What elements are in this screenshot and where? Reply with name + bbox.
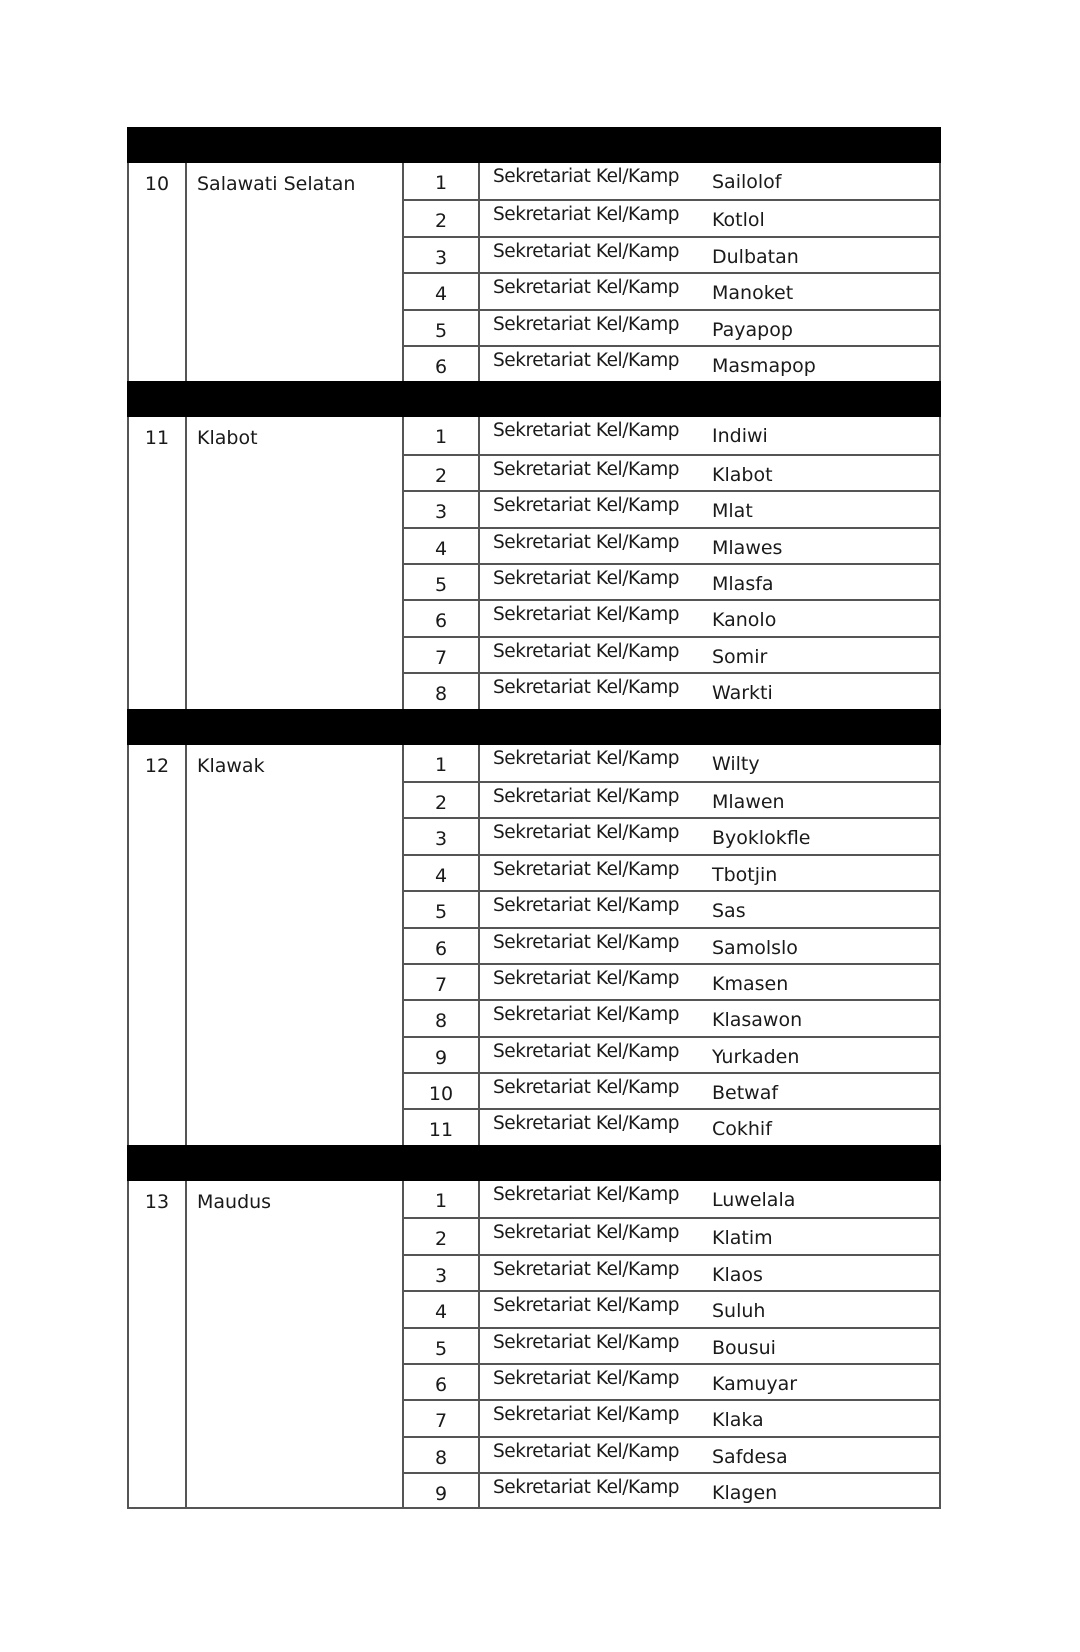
- office-name: Sekretariat Kel/Kamp: [493, 822, 680, 844]
- office-name: Sekretariat Kel/Kamp: [493, 1440, 680, 1462]
- village-name: Mlat: [712, 500, 753, 523]
- table-row: [404, 454, 939, 490]
- office-name: Sekretariat Kel/Kamp: [493, 1183, 680, 1205]
- office-name: Sekretariat Kel/Kamp: [493, 240, 680, 262]
- office-name: Sekretariat Kel/Kamp: [493, 747, 680, 769]
- table-row: [404, 345, 939, 381]
- group-separator-bar: [127, 381, 941, 417]
- village-name: Klaka: [712, 1409, 764, 1432]
- table-row: [404, 636, 939, 672]
- district-group: [127, 127, 941, 381]
- table-row: [404, 1436, 939, 1472]
- office-name: Sekretariat Kel/Kamp: [493, 1477, 680, 1499]
- table-row: [404, 1254, 939, 1290]
- table-row: [404, 1217, 939, 1253]
- district-number-cell: [129, 417, 187, 708]
- village-name: Safdesa: [712, 1445, 788, 1468]
- row-number: 1: [404, 745, 480, 781]
- village-name: Mlawen: [712, 790, 785, 813]
- village-name: Klasawon: [712, 1009, 803, 1032]
- row-number: 1: [404, 163, 480, 199]
- district-number-cell: [129, 1181, 187, 1507]
- table-row: [404, 490, 939, 526]
- table-row: [404, 199, 939, 235]
- village-name: Masmapop: [712, 354, 816, 377]
- table-row: [404, 890, 939, 926]
- table-row: [404, 672, 939, 708]
- row-number: 5: [404, 311, 480, 345]
- table-row: [404, 527, 939, 563]
- office-name: Sekretariat Kel/Kamp: [493, 567, 680, 589]
- district-number: 12: [144, 754, 170, 777]
- table-row: [404, 163, 939, 199]
- group-body: [127, 417, 941, 708]
- village-name: Wilty: [712, 752, 760, 775]
- table-row: [404, 1327, 939, 1363]
- office-name: Sekretariat Kel/Kamp: [493, 858, 680, 880]
- table-row: [404, 1072, 939, 1108]
- village-name: Kmasen: [712, 972, 789, 995]
- office-name: Sekretariat Kel/Kamp: [493, 277, 680, 299]
- row-number: 3: [404, 238, 480, 272]
- table-row: [404, 854, 939, 890]
- office-name: Sekretariat Kel/Kamp: [493, 1258, 680, 1280]
- table-row: [404, 1399, 939, 1435]
- table-row: [404, 1181, 939, 1217]
- district-name-cell: [187, 163, 404, 381]
- office-name: Sekretariat Kel/Kamp: [493, 1367, 680, 1389]
- table-row: [404, 927, 939, 963]
- district-name: Klabot: [197, 427, 258, 450]
- village-name: Dulbatan: [712, 245, 799, 268]
- row-number: 3: [404, 819, 480, 853]
- village-name: Indiwi: [712, 425, 768, 448]
- row-number: 5: [404, 565, 480, 599]
- row-number: 10: [404, 1074, 480, 1108]
- row-number: 2: [404, 783, 480, 817]
- row-number: 4: [404, 1292, 480, 1326]
- office-name: Sekretariat Kel/Kamp: [493, 420, 680, 442]
- district-name-cell: [187, 417, 404, 708]
- group-separator-bar: [127, 127, 941, 163]
- village-name: Kotlol: [712, 209, 765, 232]
- row-number: 4: [404, 274, 480, 308]
- office-name: Sekretariat Kel/Kamp: [493, 349, 680, 371]
- village-name: Somir: [712, 645, 768, 668]
- row-number: 4: [404, 529, 480, 563]
- row-number: 6: [404, 1365, 480, 1399]
- village-name: Klatim: [712, 1227, 773, 1250]
- office-name: Sekretariat Kel/Kamp: [493, 640, 680, 662]
- row-number: 2: [404, 1219, 480, 1253]
- row-number: 6: [404, 929, 480, 963]
- village-name: Kamuyar: [712, 1372, 798, 1395]
- table-row: [404, 1472, 939, 1508]
- row-number: 7: [404, 965, 480, 999]
- table-row: [404, 236, 939, 272]
- table-row: [404, 745, 939, 781]
- office-name: Sekretariat Kel/Kamp: [493, 531, 680, 553]
- table-row: [404, 599, 939, 635]
- office-name: Sekretariat Kel/Kamp: [493, 166, 680, 187]
- office-name: Sekretariat Kel/Kamp: [493, 1295, 680, 1317]
- office-name: Sekretariat Kel/Kamp: [493, 967, 680, 989]
- row-number: 5: [404, 892, 480, 926]
- table-row: [404, 817, 939, 853]
- office-name: Sekretariat Kel/Kamp: [493, 1222, 680, 1244]
- village-name: Betwaf: [712, 1082, 779, 1105]
- table-row: [404, 272, 939, 308]
- district-village-table: [127, 127, 941, 1509]
- row-number: 6: [404, 347, 480, 381]
- row-number: 3: [404, 492, 480, 526]
- office-name: Sekretariat Kel/Kamp: [493, 1113, 680, 1135]
- office-name: Sekretariat Kel/Kamp: [493, 313, 680, 335]
- district-group: [127, 1145, 941, 1509]
- office-name: Sekretariat Kel/Kamp: [493, 1004, 680, 1026]
- office-name: Sekretariat Kel/Kamp: [493, 1331, 680, 1353]
- group-body: [127, 745, 941, 1145]
- village-name: Klabot: [712, 463, 773, 486]
- row-number: 2: [404, 201, 480, 235]
- district-number: 10: [144, 173, 170, 195]
- office-name: Sekretariat Kel/Kamp: [493, 495, 680, 517]
- office-name: Sekretariat Kel/Kamp: [493, 458, 680, 480]
- row-number: 2: [404, 456, 480, 490]
- village-name: Mlawes: [712, 536, 783, 559]
- group-body: [127, 163, 941, 381]
- table-row: [404, 563, 939, 599]
- table-row: [404, 781, 939, 817]
- office-name: Sekretariat Kel/Kamp: [493, 1040, 680, 1062]
- village-name: Byoklokfle: [712, 827, 811, 850]
- district-number: 11: [144, 427, 170, 450]
- office-name: Sekretariat Kel/Kamp: [493, 204, 680, 226]
- table-row: [404, 999, 939, 1035]
- row-number: 11: [404, 1110, 480, 1144]
- table-row: [404, 1290, 939, 1326]
- village-rows: [404, 417, 939, 708]
- office-name: Sekretariat Kel/Kamp: [493, 1077, 680, 1099]
- village-rows: [404, 745, 939, 1145]
- row-number: 8: [404, 674, 480, 708]
- row-number: 9: [404, 1038, 480, 1072]
- district-name: Klawak: [197, 754, 265, 777]
- village-name: Suluh: [712, 1300, 766, 1323]
- table-row: [404, 1363, 939, 1399]
- village-name: Sas: [712, 900, 746, 923]
- row-number: 3: [404, 1256, 480, 1290]
- village-name: Cokhif: [712, 1118, 772, 1141]
- office-name: Sekretariat Kel/Kamp: [493, 931, 680, 953]
- village-name: Tbotjin: [712, 863, 778, 886]
- office-name: Sekretariat Kel/Kamp: [493, 785, 680, 807]
- village-rows: [404, 163, 939, 381]
- village-name: Warkti: [712, 682, 773, 705]
- village-name: Manoket: [712, 282, 794, 305]
- group-separator-bar: [127, 709, 941, 745]
- row-number: 5: [404, 1329, 480, 1363]
- office-name: Sekretariat Kel/Kamp: [493, 1404, 680, 1426]
- village-name: Luwelala: [712, 1188, 796, 1211]
- row-number: 8: [404, 1001, 480, 1035]
- row-number: 7: [404, 638, 480, 672]
- row-number: 4: [404, 856, 480, 890]
- district-name: Salawati Selatan: [197, 173, 356, 195]
- district-group: [127, 381, 941, 708]
- row-number: 7: [404, 1401, 480, 1435]
- table-row: [404, 1036, 939, 1072]
- office-name: Sekretariat Kel/Kamp: [493, 895, 680, 917]
- table-row: [404, 309, 939, 345]
- district-name: Maudus: [197, 1190, 272, 1213]
- table-row: [404, 417, 939, 453]
- table-row: [404, 963, 939, 999]
- village-name: Mlasfa: [712, 572, 774, 595]
- table-row: [404, 1108, 939, 1144]
- district-name-cell: [187, 1181, 404, 1507]
- group-separator-bar: [127, 1145, 941, 1181]
- village-name: Klaos: [712, 1263, 763, 1286]
- district-number-cell: [129, 163, 187, 381]
- village-name: Payapop: [712, 318, 793, 341]
- district-number: 13: [144, 1190, 170, 1213]
- district-number-cell: [129, 745, 187, 1145]
- village-name: Samolslo: [712, 936, 798, 959]
- village-rows: [404, 1181, 939, 1509]
- group-body: [127, 1181, 941, 1509]
- row-number: 1: [404, 1181, 480, 1217]
- village-name: Kanolo: [712, 609, 777, 632]
- district-name-cell: [187, 745, 404, 1145]
- row-number: 6: [404, 601, 480, 635]
- row-number: 8: [404, 1438, 480, 1472]
- village-name: Klagen: [712, 1482, 778, 1505]
- row-number: 9: [404, 1474, 480, 1508]
- office-name: Sekretariat Kel/Kamp: [493, 604, 680, 626]
- village-name: Sailolof: [712, 171, 782, 193]
- office-name: Sekretariat Kel/Kamp: [493, 677, 680, 699]
- village-name: Yurkaden: [712, 1045, 800, 1068]
- district-group: [127, 709, 941, 1145]
- village-name: Bousui: [712, 1336, 776, 1359]
- row-number: 1: [404, 417, 480, 453]
